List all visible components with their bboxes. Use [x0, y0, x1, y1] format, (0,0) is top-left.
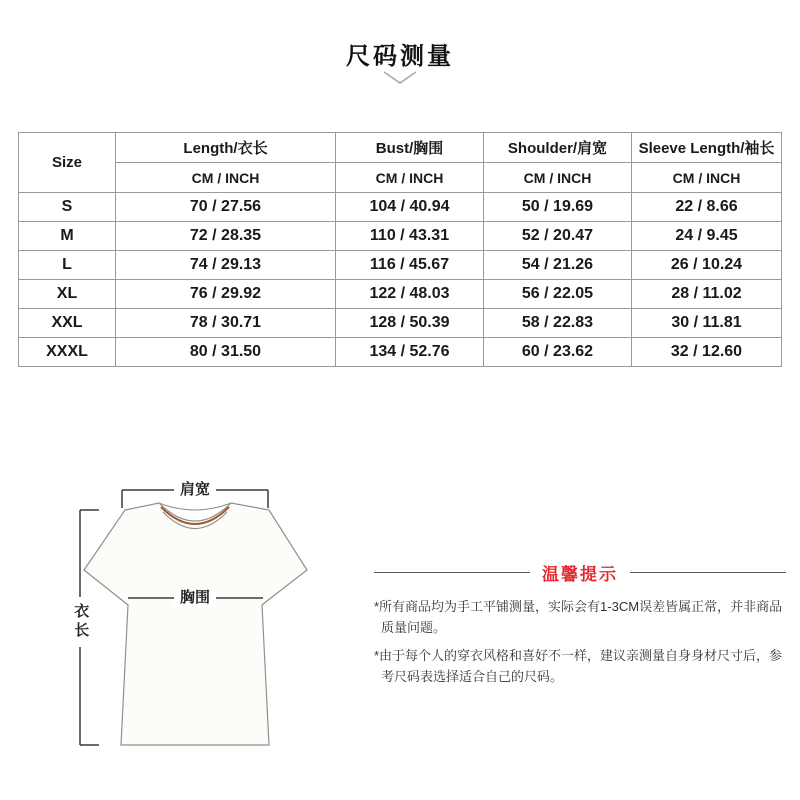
- unit-cell: CM / INCH: [632, 163, 782, 193]
- shoulder-cell: 50 / 19.69: [484, 193, 632, 222]
- size-cell: L: [19, 251, 116, 280]
- shoulder-width-label: 肩宽: [174, 482, 216, 499]
- table-unit-row: [19, 163, 782, 193]
- table-row: [19, 309, 782, 338]
- tip-note: *由于每个人的穿衣风格和喜好不一样，建议亲测量自身身材尺寸后，参考尺码表选择适合自己的尺码。: [374, 648, 783, 684]
- table-header-row: [19, 133, 782, 163]
- sleeve-cell: 30 / 11.81: [632, 309, 782, 338]
- length-label: 衣长: [72, 597, 89, 647]
- bust-column-header: Bust/胸围: [336, 133, 484, 163]
- size-column-header: Size: [19, 133, 116, 193]
- unit-cell: CM / INCH: [336, 163, 484, 193]
- length-cell: 72 / 28.35: [116, 222, 336, 251]
- table-row: [19, 338, 782, 367]
- size-cell: M: [19, 222, 116, 251]
- tips-divider-left: [374, 572, 530, 573]
- bust-cell: 110 / 43.31: [336, 222, 484, 251]
- table-row: [19, 251, 782, 280]
- tips-notes: [374, 596, 786, 687]
- bust-cell: 116 / 45.67: [336, 251, 484, 280]
- length-cell: 76 / 29.92: [116, 280, 336, 309]
- shoulder-cell: 56 / 22.05: [484, 280, 632, 309]
- tshirt-graphic: [55, 455, 375, 795]
- bust-cell: 128 / 50.39: [336, 309, 484, 338]
- bust-cell: 104 / 40.94: [336, 193, 484, 222]
- shoulder-cell: 58 / 22.83: [484, 309, 632, 338]
- shoulder-cell: 52 / 20.47: [484, 222, 632, 251]
- table-row: [19, 193, 782, 222]
- shoulder-cell: 54 / 21.26: [484, 251, 632, 280]
- sleeve-cell: 32 / 12.60: [632, 338, 782, 367]
- size-cell: XXL: [19, 309, 116, 338]
- size-cell: XXXL: [19, 338, 116, 367]
- tip-note: *所有商品均为手工平铺测量，实际会有1-3CM误差皆属正常，并非商品质量问题。: [374, 599, 783, 635]
- bust-cell: 134 / 52.76: [336, 338, 484, 367]
- tshirt-diagram: [55, 455, 375, 795]
- size-cell: XL: [19, 280, 116, 309]
- bust-label: 胸围: [174, 590, 216, 607]
- sleeve-cell: 26 / 10.24: [632, 251, 782, 280]
- sleeve-cell: 22 / 8.66: [632, 193, 782, 222]
- length-cell: 80 / 31.50: [116, 338, 336, 367]
- shoulder-column-header: Shoulder/肩宽: [484, 133, 632, 163]
- shoulder-cell: 60 / 23.62: [484, 338, 632, 367]
- size-cell: S: [19, 193, 116, 222]
- size-table: [18, 132, 782, 367]
- length-cell: 74 / 29.13: [116, 251, 336, 280]
- length-cell: 78 / 30.71: [116, 309, 336, 338]
- chevron-down-icon: [382, 70, 418, 86]
- page-title: 尺码测量: [346, 43, 454, 70]
- sleeve-cell: 24 / 9.45: [632, 222, 782, 251]
- length-column-header: Length/衣长: [116, 133, 336, 163]
- unit-cell: CM / INCH: [116, 163, 336, 193]
- table-row: [19, 280, 782, 309]
- length-cell: 70 / 27.56: [116, 193, 336, 222]
- bust-cell: 122 / 48.03: [336, 280, 484, 309]
- sleeve-column-header: Sleeve Length/袖长: [632, 133, 782, 163]
- tips-title-row: [374, 560, 786, 585]
- sleeve-cell: 28 / 11.02: [632, 280, 782, 309]
- tips-divider-right: [630, 572, 786, 573]
- unit-cell: CM / INCH: [484, 163, 632, 193]
- table-row: [19, 222, 782, 251]
- tips-title: 温馨提示: [542, 565, 618, 584]
- tips-section: [374, 560, 786, 694]
